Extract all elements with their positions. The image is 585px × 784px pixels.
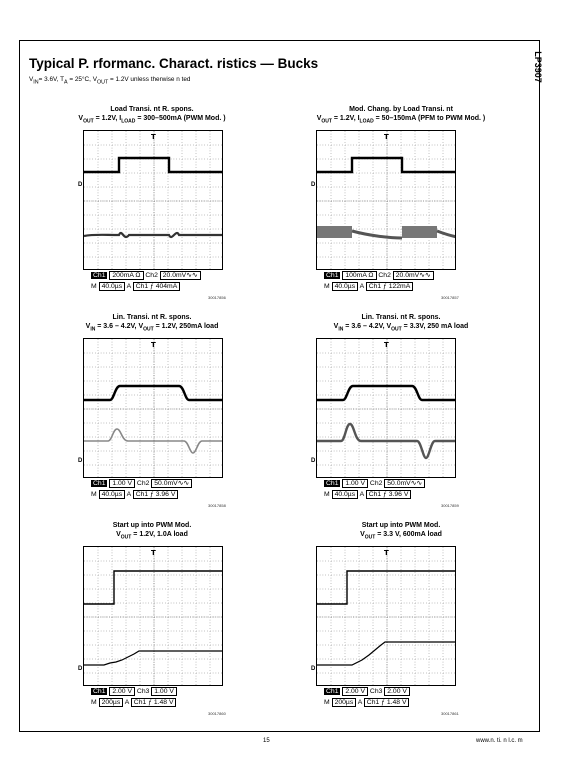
trigger-marker: T xyxy=(384,133,389,141)
test-conditions: $V_{IN}= 3.6V$, $T_A = 25^\circ C$, $V_{OUT} = 1.2V$ unless therwise n ted xyxy=(29,76,191,86)
scope-svg xyxy=(84,339,223,478)
scope-svg xyxy=(317,131,456,270)
scope-readout: Ch1 1.00 V Ch2 50.0mV∿∿ M 40.0µs A Ch1 ƒ 3.96 V xyxy=(324,479,425,500)
ground-marker: D xyxy=(311,182,316,188)
figure-number: 30017856 xyxy=(208,295,226,300)
trigger-marker: T xyxy=(384,341,389,349)
output-voltage-trace xyxy=(317,642,456,665)
output-voltage-trace xyxy=(84,651,223,665)
scope-readout: Ch1 2.00 V Ch3 1.00 V M 200µs A Ch1 ƒ 1.48 V xyxy=(91,687,177,708)
scope-svg xyxy=(84,131,223,270)
scope-readout: Ch1 100mA Ω Ch2 20.0mV∿∿ M 40.0µs A Ch1 ƒ 122mA xyxy=(324,271,434,292)
trigger-marker: T xyxy=(151,341,156,349)
scope-readout: Ch1 2.00 V Ch3 2.00 V M 200µs A Ch1 ƒ 1.48 V xyxy=(324,687,410,708)
enable-trace xyxy=(317,571,456,604)
scope-svg xyxy=(84,547,223,686)
scope-title: Mod. Chang. by Load Transi. nt $V_{OUT} = 1.2V$, $I_{LOAD} = 50-150mA$ (PFM to PWM Mod. ) xyxy=(316,106,486,124)
part-number: LP3907 xyxy=(532,51,543,83)
scope-readout: Ch1 200mA Ω Ch2 20.0mV∿∿ M 40.0µs A Ch1 ƒ 404mA xyxy=(91,271,201,292)
scope-title: Lin. Transi. nt R. spons. $V_{IN} = 3.6 - 4.2V$, $V_{OUT} = 3.3V$, 250 mA load xyxy=(333,314,469,332)
figure-number: 30017857 xyxy=(441,295,459,300)
scope-svg xyxy=(317,339,456,478)
oscilloscope-screen xyxy=(83,130,223,270)
output-voltage-trace xyxy=(84,233,223,237)
ground-marker: D xyxy=(78,458,83,464)
section-title: Typical P. rformanc. Charact. ristics — Bucks xyxy=(29,56,319,71)
trigger-marker: T xyxy=(384,549,389,557)
output-voltage-trace-2 xyxy=(437,231,456,237)
output-voltage-trace xyxy=(317,424,456,458)
scope-title: Lin. Transi. nt R. spons. $V_{IN} = 3.6 - 4.2V$, $V_{OUT} = 1.2V$, 250mA load xyxy=(85,314,219,332)
trigger-marker: T xyxy=(151,549,156,557)
page-number: 15 xyxy=(263,738,270,744)
output-voltage-trace xyxy=(352,231,402,238)
oscilloscope-screen xyxy=(83,338,223,478)
scope-svg xyxy=(317,547,456,686)
oscilloscope-screen xyxy=(316,130,456,270)
scope-title: Load Transi. nt R. spons. $V_{OUT} = 1.2V$, $I_{LOAD} = 300-500mA$ (PWM Mod. ) xyxy=(78,106,226,124)
ground-marker: D xyxy=(78,666,83,672)
scope-title: Start up into PWM Mod. $V_{OUT} = 3.3$ V, 600mA load xyxy=(360,522,442,540)
input-voltage-trace xyxy=(84,386,223,400)
oscilloscope-screen xyxy=(316,338,456,478)
pfm-ripple-band-2 xyxy=(402,226,437,238)
ground-marker: D xyxy=(78,182,83,188)
ground-marker: D xyxy=(311,458,316,464)
load-current-trace xyxy=(317,158,456,172)
output-voltage-trace xyxy=(84,429,223,453)
oscilloscope-screen xyxy=(83,546,223,686)
figure-number: 30017860 xyxy=(208,711,226,716)
figure-number: 30017858 xyxy=(208,503,226,508)
scope-title: Start up into PWM Mod. $V_{OUT} = 1.2V$, 1.0A load xyxy=(112,522,192,540)
oscilloscope-screen xyxy=(316,546,456,686)
side-tab xyxy=(532,40,550,100)
scope-readout: Ch1 1.00 V Ch2 50.0mV∿∿ M 40.0µs A Ch1 ƒ 3.96 V xyxy=(91,479,192,500)
figure-number: 30017859 xyxy=(441,503,459,508)
load-current-trace xyxy=(84,158,223,172)
footer-url: www.n. ti. n l.c. m xyxy=(476,738,523,744)
input-voltage-trace xyxy=(317,386,456,400)
trigger-marker: T xyxy=(151,133,156,141)
figure-number: 30017861 xyxy=(441,711,459,716)
enable-trace xyxy=(84,571,223,604)
pfm-ripple-band xyxy=(317,226,352,238)
ground-marker: D xyxy=(311,666,316,672)
